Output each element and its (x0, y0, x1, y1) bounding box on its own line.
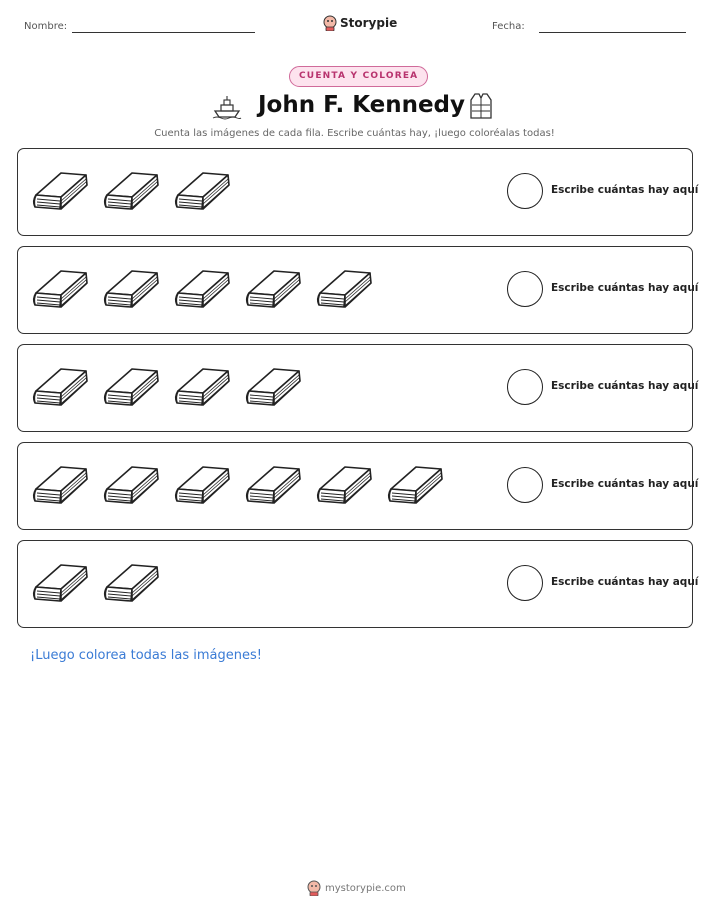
life-vest-icon (466, 91, 496, 121)
book-icon (101, 161, 162, 221)
footer-site (307, 880, 406, 896)
date-field[interactable] (539, 32, 686, 33)
book-icon (314, 259, 375, 319)
book-icon (172, 357, 233, 417)
count-row (17, 246, 699, 334)
answer-circle[interactable] (507, 369, 543, 405)
date-label: Fecha: (492, 21, 525, 32)
storypie-mascot-icon (307, 880, 321, 896)
answer-circle[interactable] (507, 271, 543, 307)
count-row (17, 344, 699, 432)
storypie-mascot-icon (323, 15, 337, 31)
book-icon (30, 161, 91, 221)
coloring-note: ¡Luego colorea todas las imágenes! (30, 648, 262, 663)
brand-logo (323, 15, 397, 31)
boat-icon (212, 94, 242, 120)
book-icon (30, 357, 91, 417)
answer-prompt: Escribe cuántas hay aquí (551, 576, 699, 588)
book-icon (314, 455, 375, 515)
book-icon (172, 455, 233, 515)
book-icon (172, 161, 233, 221)
answer-circle[interactable] (507, 565, 543, 601)
instructions: Cuenta las imágenes de cada fila. Escribe cuántas hay, ¡luego coloréalas todas! (154, 128, 555, 139)
name-label: Nombre: (24, 21, 68, 32)
book-icon (385, 455, 446, 515)
book-icon (172, 259, 233, 319)
book-group (30, 455, 446, 515)
book-group (30, 161, 233, 221)
book-icon (101, 455, 162, 515)
count-row (17, 540, 699, 628)
book-icon (243, 455, 304, 515)
book-icon (101, 553, 162, 613)
answer-prompt: Escribe cuántas hay aquí (551, 478, 699, 490)
answer-prompt: Escribe cuántas hay aquí (551, 380, 699, 392)
count-row (17, 148, 699, 236)
count-row (17, 442, 699, 530)
name-field[interactable] (72, 32, 255, 33)
book-icon (243, 259, 304, 319)
answer-circle[interactable] (507, 467, 543, 503)
book-icon (101, 259, 162, 319)
book-icon (30, 455, 91, 515)
answer-circle[interactable] (507, 173, 543, 209)
brand-name: Storypie (340, 16, 398, 30)
book-icon (243, 357, 304, 417)
answer-prompt: Escribe cuántas hay aquí (551, 184, 699, 196)
footer-site-text: mystorypie.com (325, 882, 406, 894)
answer-prompt: Escribe cuántas hay aquí (551, 282, 699, 294)
book-group (30, 357, 304, 417)
book-icon (101, 357, 162, 417)
book-group (30, 259, 375, 319)
book-icon (30, 259, 91, 319)
book-icon (30, 553, 91, 613)
activity-badge: CUENTA Y COLOREA (289, 66, 428, 87)
page-title: John F. Kennedy (258, 92, 466, 118)
book-group (30, 553, 162, 613)
